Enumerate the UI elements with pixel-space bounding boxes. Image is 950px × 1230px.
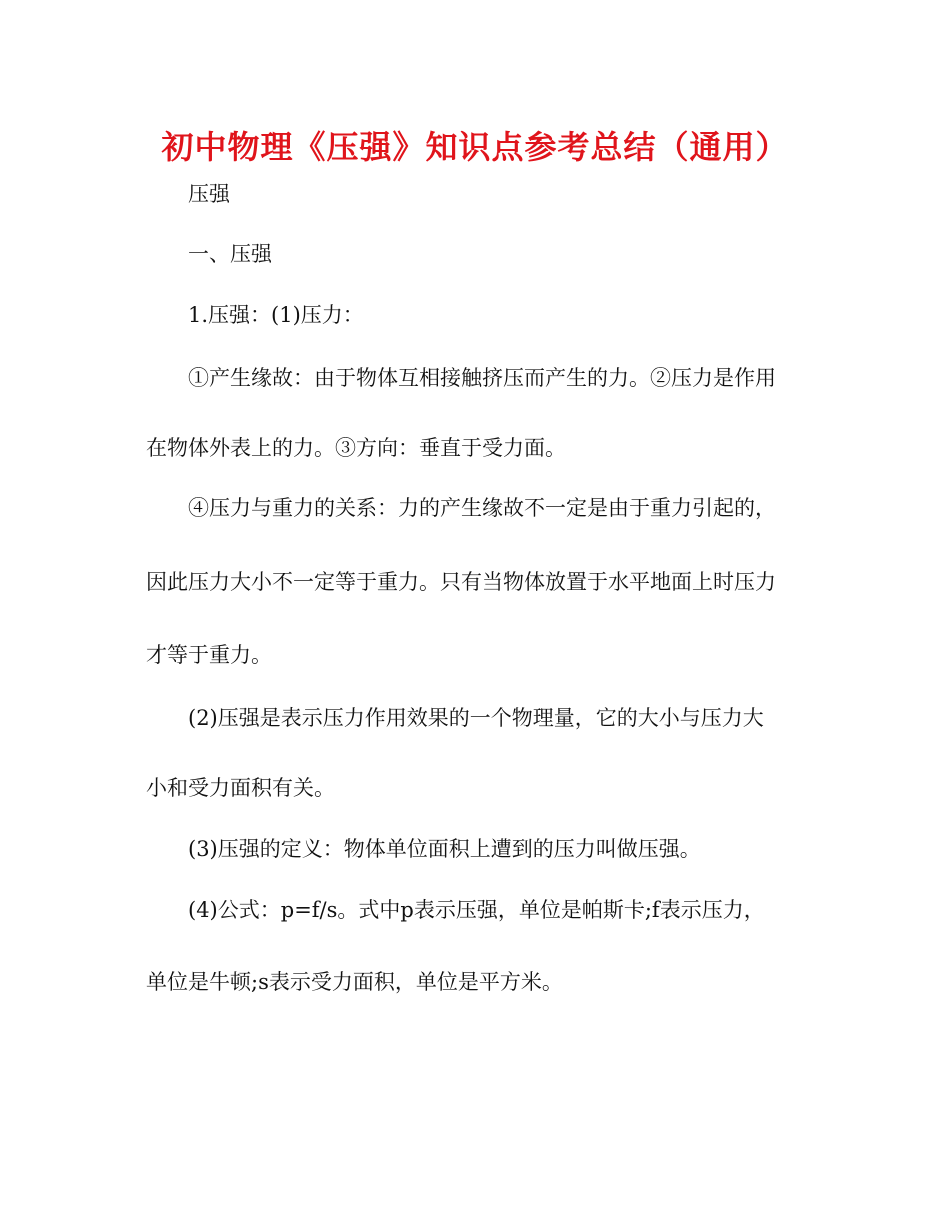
paragraph-line: ①产生缘故：由于物体互相接触挤压而产生的力。②压力是作用 (188, 366, 776, 390)
paragraph-line: 在物体外表上的力。③方向：垂直于受力面。 (146, 436, 566, 460)
paragraph-line: 单位是牛顿;s表示受力面积，单位是平方米。 (146, 970, 563, 994)
paragraph-line: 才等于重力。 (146, 643, 272, 667)
document-title: 初中物理《压强》知识点参考总结（通用） (161, 128, 789, 166)
paragraph-line: 因此压力大小不一定等于重力。只有当物体放置于水平地面上时压力 (146, 570, 776, 594)
section-heading: 压强 (188, 182, 230, 206)
paragraph-line: 1.压强：(1)压力： (188, 303, 364, 327)
paragraph-line: (3)压强的定义：物体单位面积上遭到的压力叫做压强。 (188, 837, 701, 861)
paragraph-line: (2)压强是表示压力作用效果的一个物理量，它的大小与压力大 (188, 706, 764, 730)
paragraph-line: (4)公式：p=f/s。式中p表示压强，单位是帕斯卡;f表示压力， (188, 898, 765, 922)
section-subheading: 一、压强 (188, 242, 272, 266)
paragraph-line: 小和受力面积有关。 (146, 776, 335, 800)
paragraph-line: ④压力与重力的关系：力的产生缘故不一定是由于重力引起的， (188, 496, 776, 520)
